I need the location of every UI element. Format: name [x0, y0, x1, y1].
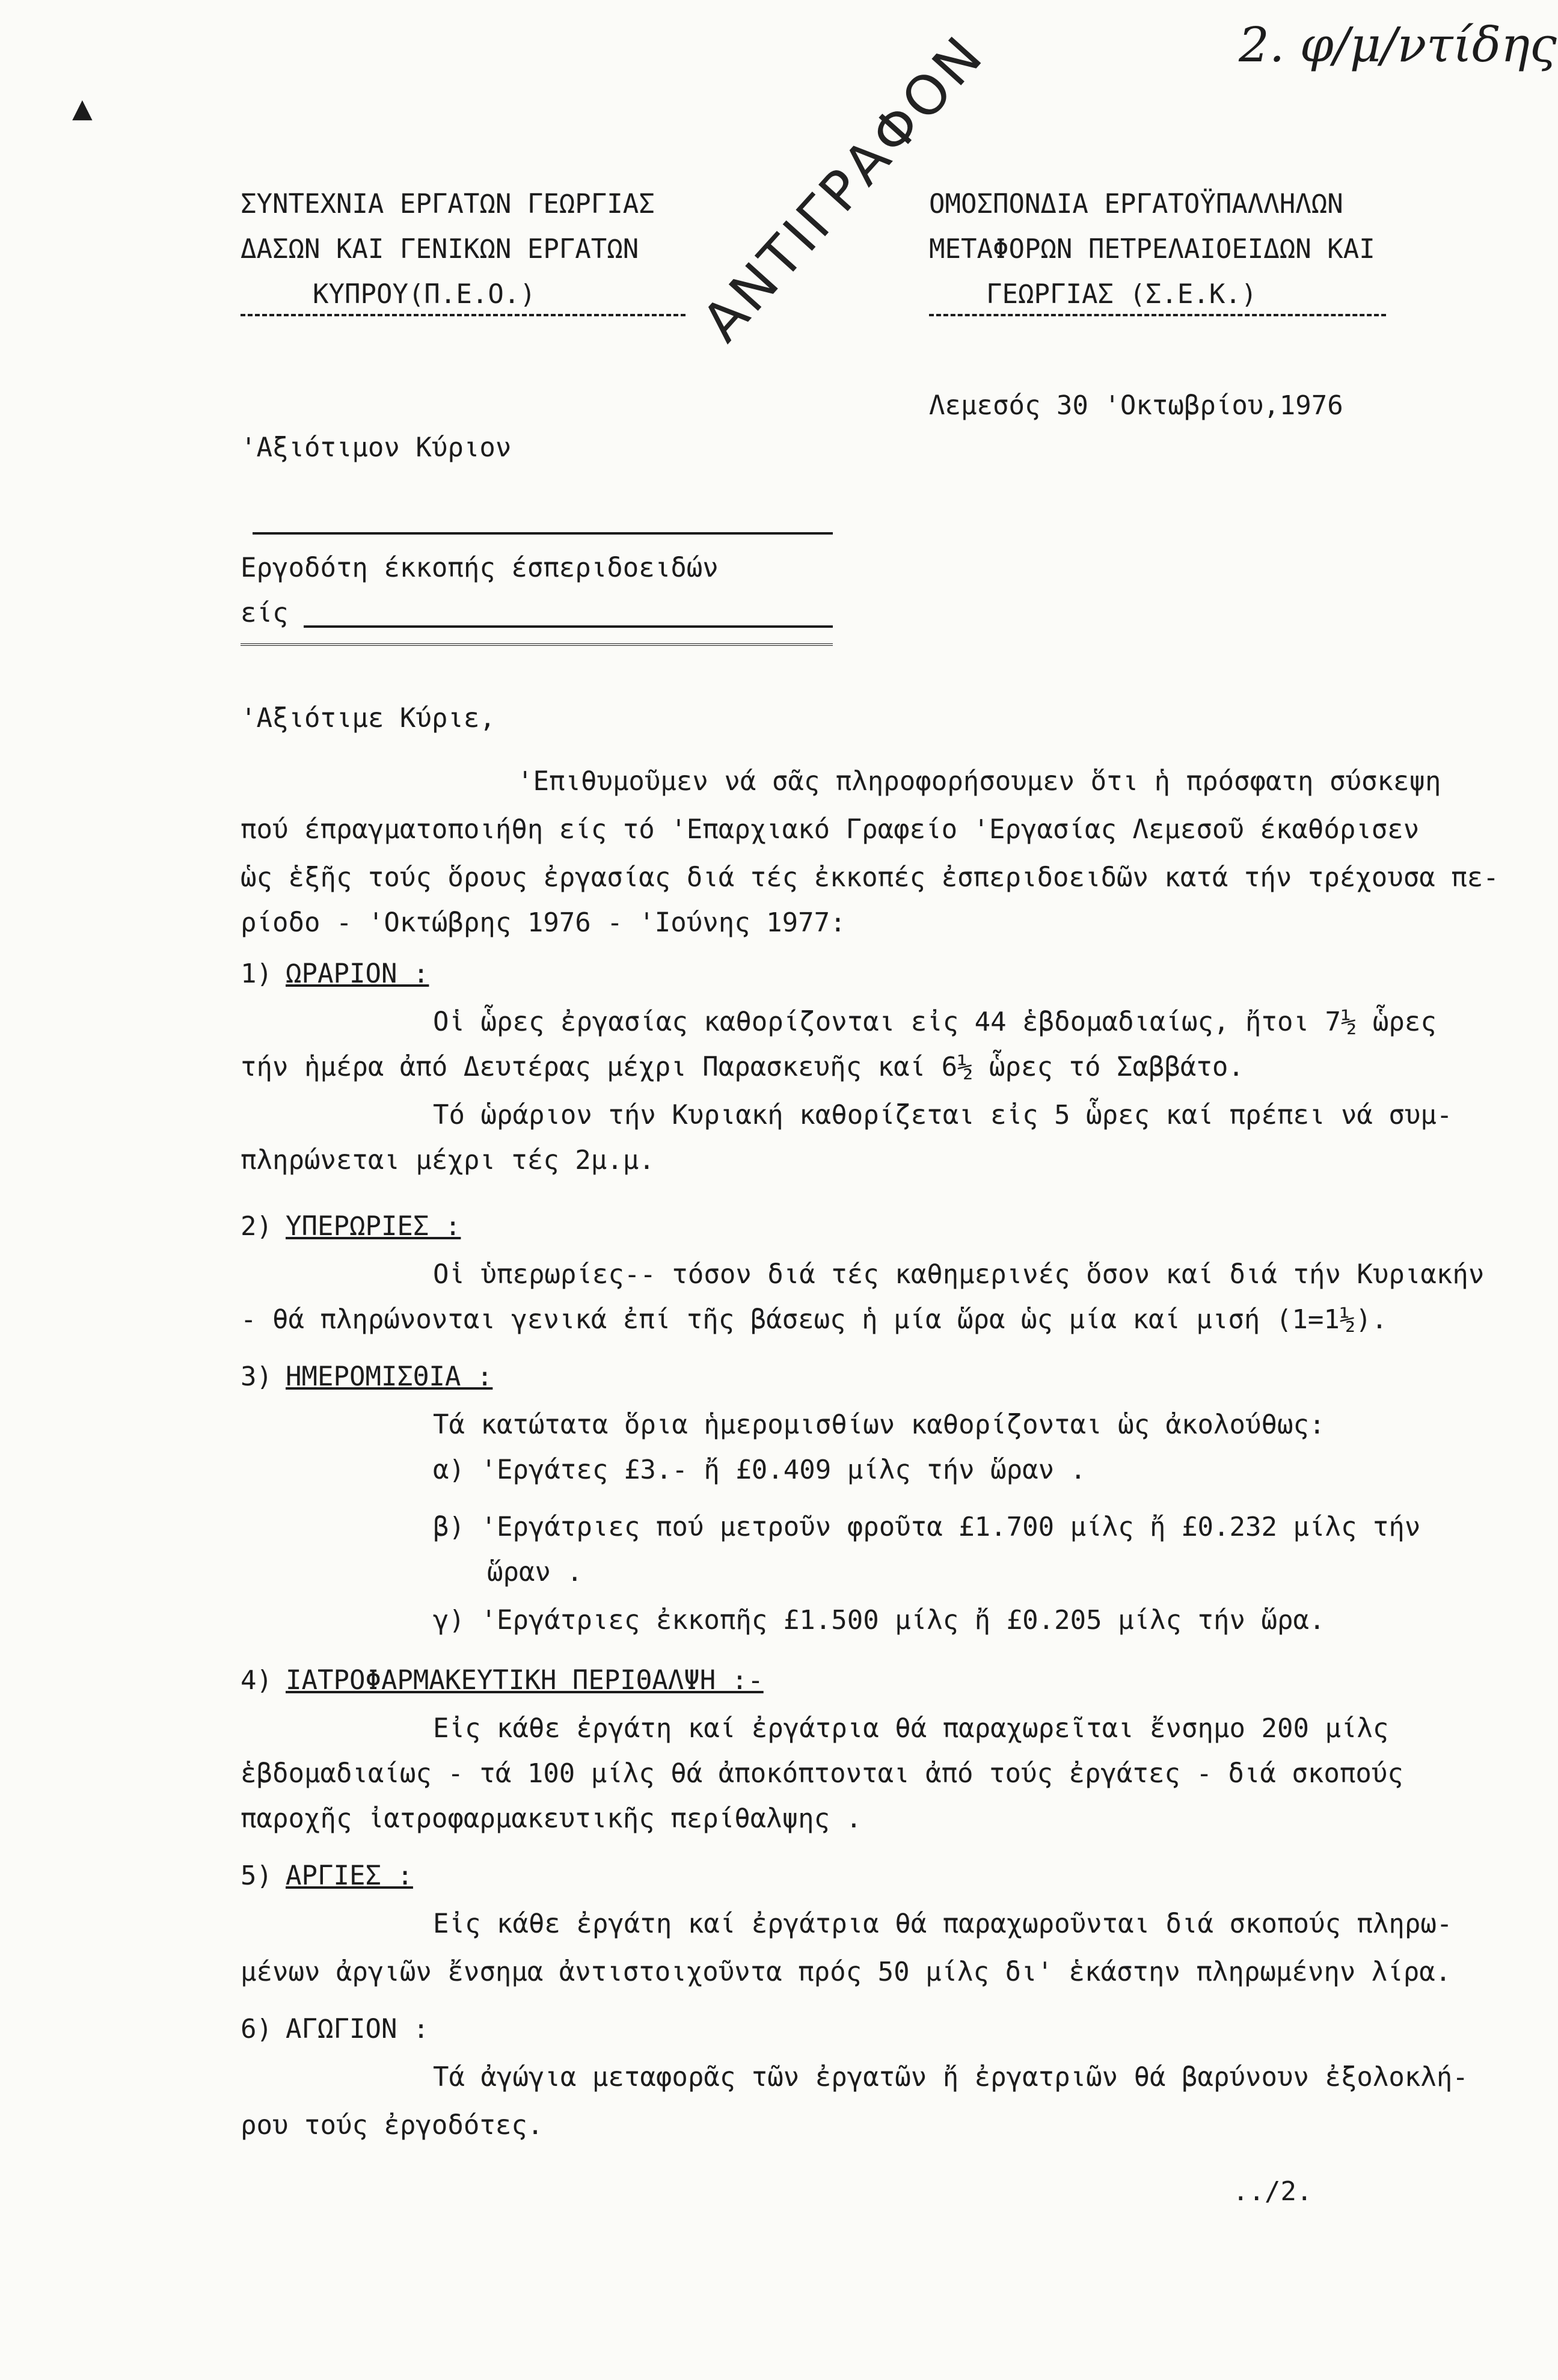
- section-number: 3): [241, 1361, 272, 1392]
- section-line: τήν ἡμέρα ἀπό Δευτέρας μέχρι Παρασκευῆς καί 6½ ὧρες τό Σαββάτο.: [241, 1052, 1244, 1082]
- section-number: 5): [241, 1860, 272, 1891]
- section-line: πληρώνεται μέχρι τές 2μ.μ.: [241, 1145, 655, 1176]
- section-line: μένων ἀργιῶν ἔνσημα ἀντιστοιχοῦντα πρός 50 μίλς δι' ἑκάστην πληρωμένην λίρα.: [241, 1957, 1452, 1987]
- right-header-line3: ΓΕΩΡΓΙΑΣ (Σ.Ε.Κ.): [986, 279, 1257, 310]
- section-line: Εἰς κάθε ἐργάτη καί ἐργάτρια θά παραχωρεῖται ἔνσημο 200 μίλς: [433, 1713, 1389, 1744]
- addressee-salutation: 'Αξιότιμον Κύριον: [241, 432, 512, 463]
- section-line: ρου τούς ἐργοδότες.: [241, 2110, 544, 2141]
- section-line: Οἱ ὑπερωρίες-- τόσον διά τές καθημερινές ὅσον καί διά τήν Κυριακήν: [433, 1259, 1485, 1290]
- section-line: Οἱ ὧρες ἐργασίας καθορίζονται εἰς 44 ἑβδομαδιαίως, ἤτοι 7½ ὧρες: [433, 1007, 1437, 1037]
- section-title: ΑΡΓΙΕΣ :: [286, 1860, 413, 1891]
- letter-date: Λεμεσός 30 'Οκτωβρίου,1976: [929, 390, 1343, 421]
- section-title: ΑΓΩΓΙΟΝ :: [286, 2014, 429, 2044]
- right-header-rule: [929, 314, 1386, 316]
- section-title: ΩΡΑΡΙΟΝ :: [286, 958, 429, 989]
- copy-stamp: ΑΝΤΙΓΡΑΦΟΝ: [690, 23, 997, 354]
- left-header-rule: [241, 314, 685, 316]
- addressee-employer: Εργοδότη έκκοπής έσπεριδοειδών: [241, 553, 719, 583]
- right-header-line1: ΟΜΟΣΠΟΝΔΙΑ ΕΡΓΑΤΟΫΠΑΛΛΗΛΩΝ: [929, 189, 1343, 219]
- section-line: Τά κατώτατα ὅρια ἡμερομισθίων καθορίζονται ὡς ἀκολούθως:: [433, 1409, 1325, 1440]
- greeting: 'Αξιότιμε Κύριε,: [241, 703, 495, 734]
- section-line: παροχῆς ἰατροφαρμακευτικῆς περίθαλψης .: [241, 1803, 862, 1834]
- corner-mark: ▲: [72, 88, 93, 127]
- wage-item: α) 'Εργάτες £3.- ἤ £0.409 μίλς τήν ὥραν .: [433, 1455, 1087, 1485]
- intro-line: 'Επιθυμοῦμεν νά σᾶς πληροφορήσουμεν ὅτι ἡ πρόσφατη σύσκεψη: [517, 766, 1441, 797]
- section-title: ΗΜΕΡΟΜΙΣΘΙΑ :: [286, 1361, 493, 1392]
- intro-line: ρίοδο - 'Οκτώβρης 1976 - 'Ιούνης 1977:: [241, 907, 846, 938]
- section-number: 4): [241, 1665, 272, 1696]
- section-number: 6): [241, 2014, 272, 2044]
- wage-item-continued: ὥραν .: [487, 1557, 583, 1587]
- intro-line: πού έπραγματοποιήθη είς τό 'Επαρχιακό Γραφείο 'Εργασίας Λεμεσοῦ έκαθόρισεν: [241, 814, 1420, 845]
- wage-item: γ) 'Εργάτριες ἐκκοπῆς £1.500 μίλς ἤ £0.205 μίλς τήν ὥρα.: [433, 1605, 1325, 1636]
- addressee-double-rule: [241, 643, 833, 649]
- right-header-line2: ΜΕΤΑΦΟΡΩΝ ΠΕΤΡΕΛΑΙΟΕΙΔΩΝ ΚΑΙ: [929, 234, 1375, 265]
- addressee-location-line: [304, 625, 833, 628]
- section-line: Τό ὡράριον τήν Κυριακή καθορίζεται εἰς 5 ὧρες καί πρέπει νά συμ-: [433, 1100, 1453, 1130]
- section-number: 1): [241, 958, 272, 989]
- left-header-line1: ΣΥΝΤΕΧΝΙΑ ΕΡΓΑΤΩΝ ΓΕΩΡΓΙΑΣ: [241, 189, 655, 219]
- intro-line: ὡς ἑξῆς τούς ὅρους ἐργασίας διά τές ἐκκοπές ἐσπεριδοειδῶν κατά τήν τρέχουσα πε-: [241, 862, 1499, 893]
- left-header-line2: ΔΑΣΩΝ ΚΑΙ ΓΕΝΙΚΩΝ ΕΡΓΑΤΩΝ: [241, 234, 639, 265]
- section-title: ΙΑΤΡΟΦΑΡΜΑΚΕΥΤΙΚΗ ΠΕΡΙΘΑΛΨΗ :-: [286, 1665, 764, 1696]
- handwritten-note: 2. φ/μ/ντίδης: [1239, 17, 1557, 73]
- section-line: Τά ἀγώγια μεταφορᾶς τῶν ἐργατῶν ἤ ἐργατριῶν θά βαρύνουν ἐξολοκλή-: [433, 2062, 1468, 2093]
- section-line: ἑβδομαδιαίως - τά 100 μίλς θά ἀποκόπτονται ἀπό τούς ἐργάτες - διά σκοπούς: [241, 1758, 1403, 1789]
- section-title: ΥΠΕΡΩΡΙΕΣ :: [286, 1211, 461, 1242]
- left-header-line3: ΚΥΠΡΟΥ(Π.Ε.Ο.): [313, 279, 536, 310]
- section-line: Εἰς κάθε ἐργάτη καί ἐργάτρια θά παραχωροῦνται διά σκοπούς πληρω-: [433, 1909, 1453, 1939]
- section-line: - θά πληρώνονται γενικά ἐπί τῆς βάσεως ἡ μία ὥρα ὡς μία καί μισή (1=1½).: [241, 1304, 1388, 1335]
- wage-item: β) 'Εργάτριες πού μετροῦν φροῦτα £1.700 μίλς ἤ £0.232 μίλς τήν: [433, 1512, 1421, 1542]
- addressee-eis: είς: [241, 598, 289, 628]
- section-number: 2): [241, 1211, 272, 1242]
- addressee-blank-line: [253, 532, 833, 535]
- page-continuation-marker: ../2.: [1233, 2176, 1313, 2207]
